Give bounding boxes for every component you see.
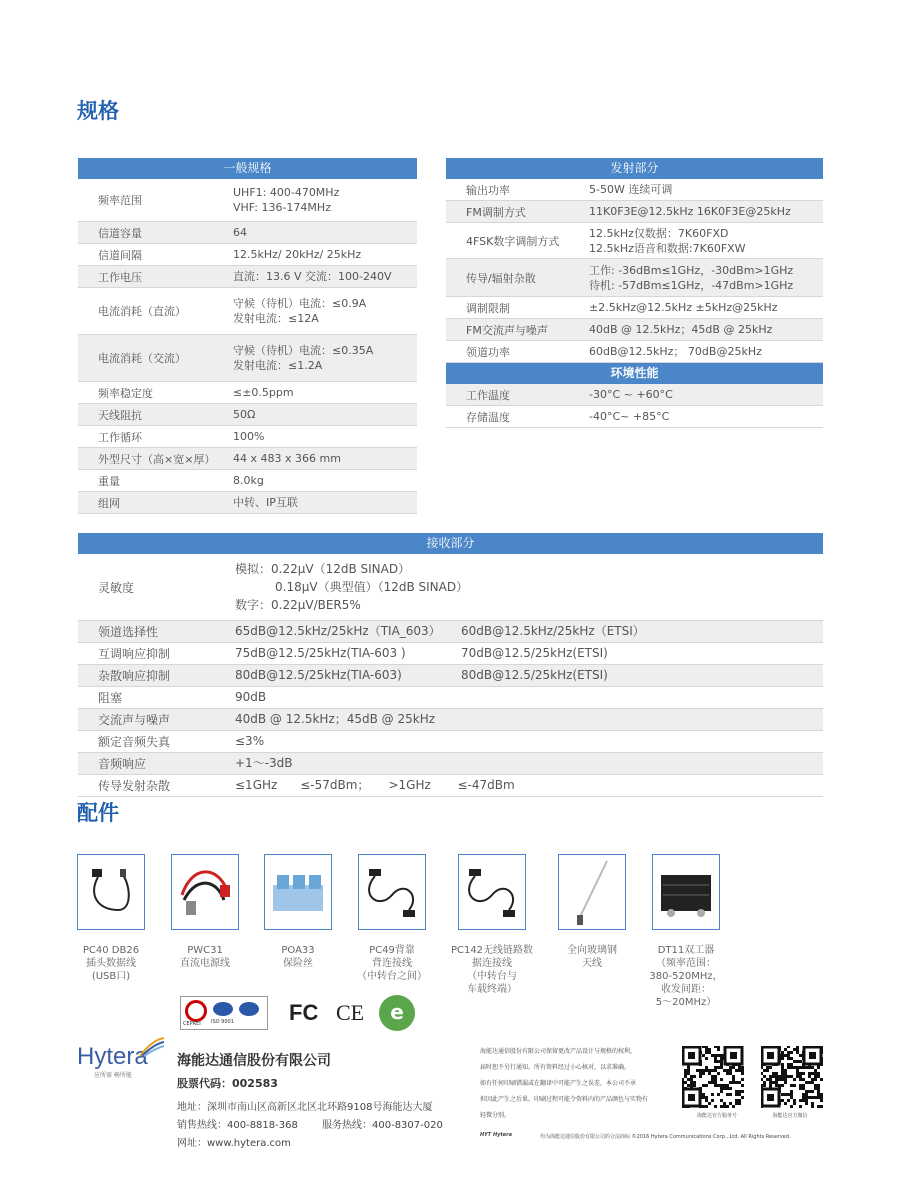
spec-value-line: 44 x 483 x 366 mm	[233, 452, 341, 465]
spec-row	[446, 179, 823, 201]
spec-value	[235, 554, 823, 620]
spec-value-a: ≤1GHz ≤-57dBm； >1GHz ≤-47dBm	[235, 778, 515, 792]
spec-label: 杂散响应抑制	[98, 669, 171, 683]
spec-value-line: 5-50W 连续可调	[589, 183, 673, 196]
spec-value	[233, 335, 373, 381]
accessories-heading: 配件	[77, 801, 119, 825]
spec-value-line: 发射电流：≤1.2A	[233, 359, 323, 372]
spec-label: 存储温度	[466, 410, 510, 424]
spec-row	[78, 753, 823, 775]
spec-value-a: 65dB@12.5kHz/25kHz（TIA_603）	[235, 624, 441, 638]
spec-value	[235, 709, 823, 730]
qr-code-service-icon	[682, 1046, 744, 1108]
spec-value-line: -30°C ~ +60°C	[589, 388, 673, 401]
spec-value-line: 直流：13.6 V 交流：100-240V	[233, 270, 392, 283]
general-specs-header: 一般规格	[78, 158, 417, 179]
spec-row	[78, 492, 417, 514]
spec-value-a: 40dB @ 12.5kHz；45dB @ 25kHz	[235, 712, 436, 726]
spec-value-line: UHF1: 400-470MHz	[233, 186, 340, 199]
spec-value	[233, 404, 255, 425]
spec-value	[233, 222, 247, 243]
transmit-specs-table	[446, 158, 823, 428]
spec-row	[78, 643, 823, 665]
trademark-text: 均为海能达通信股份有限公司的合法商标 ©2016 Hytera Communications Corp., Ltd. All Rights Reserved.	[540, 1134, 791, 1140]
data-cable-icon	[78, 855, 144, 929]
accessory-caption: PC142无线链路数 据连接线 （中转台与 车载终端）	[450, 945, 534, 995]
spec-row	[446, 223, 823, 259]
spec-value	[233, 266, 392, 287]
spec-label: 工作温度	[466, 388, 510, 402]
accessory-caption: PWC31 直流电源线	[180, 945, 230, 969]
spec-value-a: +1～-3dB	[235, 756, 293, 770]
spec-label: FM交流声与噪声	[466, 323, 548, 337]
website[interactable]: 网址：www.hytera.com	[177, 1138, 291, 1149]
spec-value-line: 40dB @ 12.5kHz；45dB @ 25kHz	[589, 323, 773, 336]
spec-row	[78, 621, 823, 643]
spec-row	[78, 244, 417, 266]
spec-row	[446, 341, 823, 363]
spec-value	[589, 201, 791, 222]
spec-value-line: 100%	[233, 430, 265, 443]
cepreI-logo-icon	[185, 1000, 207, 1022]
spec-row	[78, 665, 823, 687]
spec-row	[78, 709, 823, 731]
spec-label: 互调响应抑制	[98, 647, 171, 661]
transmit-specs-header: 发射部分	[446, 158, 823, 179]
accessory-card	[558, 854, 626, 930]
stock-code: 股票代码：002583	[177, 1077, 278, 1090]
spec-value	[235, 731, 823, 752]
spec-value	[235, 753, 823, 774]
spec-value	[233, 288, 366, 334]
back-to-back-cable-icon	[359, 855, 425, 929]
spec-row	[78, 426, 417, 448]
spec-value	[589, 179, 672, 200]
spec-label: 交流声与噪声	[98, 713, 171, 727]
spec-value	[589, 341, 762, 362]
cert-badges	[180, 996, 268, 1030]
spec-value	[233, 470, 264, 491]
spec-value-line: 守候（待机）电流：≤0.9A	[233, 297, 367, 310]
spec-row	[78, 288, 417, 335]
receive-specs-table	[78, 533, 823, 797]
spec-row	[446, 319, 823, 341]
disclaimer-line: 届时恕不另行通知。所有资料经过小心核对，以求准确。	[480, 1064, 631, 1071]
spec-value-line: 中转、IP互联	[233, 496, 298, 509]
spec-label: 信道容量	[98, 226, 142, 240]
spec-row	[78, 470, 417, 492]
spec-value-line: 60dB@12.5kHz； 70dB@25kHz	[589, 345, 762, 358]
spec-value	[235, 687, 823, 708]
spec-value-line: 12.5kHz/ 20kHz/ 25kHz	[233, 248, 362, 261]
disclaimer-line: 担因此产生之后果。印刷过程可能令资料内的产品颜色与实物有	[480, 1096, 649, 1103]
accessory-card	[458, 854, 526, 930]
spec-label: 组网	[98, 496, 120, 510]
spec-label: 电流消耗（交流）	[98, 352, 186, 365]
spec-value	[233, 426, 264, 447]
spec-value-line: 11K0F3E@12.5kHz 16K0F3E@25kHz	[589, 205, 791, 218]
spec-value	[589, 297, 778, 318]
spec-label: 工作循环	[98, 430, 142, 444]
specs-heading: 规格	[77, 99, 119, 123]
spec-value	[233, 382, 294, 403]
spec-label: 阻塞	[98, 691, 123, 705]
environment-header: 环境性能	[446, 363, 823, 384]
spec-value-line: 发射电流：≤12A	[233, 312, 319, 325]
spec-label: 领道功率	[466, 345, 510, 359]
spec-row	[78, 448, 417, 470]
hytera-logo: Hytera	[77, 1043, 148, 1070]
accessory-caption: POA33 保险丝	[281, 945, 315, 969]
spec-label: 信道间隔	[98, 248, 142, 262]
iaf-logo-icon	[213, 1002, 233, 1016]
spec-value	[233, 492, 298, 513]
spec-label: 重量	[98, 474, 120, 488]
spec-value-line: 工作: -36dBm≤1GHz，-30dBm>1GHz	[589, 263, 794, 277]
spec-row	[78, 382, 417, 404]
iso-label: ISO 9001	[211, 1019, 234, 1025]
spec-value	[235, 775, 823, 796]
accessory-caption: PC49背靠 背连接线 （中转台之间）	[357, 945, 427, 982]
accessory-caption: DT11双工器 （频率范围： 380-520MHz， 收发间距： 5～20MHz）	[649, 945, 723, 1008]
spec-label: 传导发射杂散	[98, 779, 171, 793]
spec-row	[446, 259, 823, 297]
spec-value-line: 守候（待机）电流：≤0.35A	[233, 344, 374, 357]
power-cable-icon	[172, 855, 238, 929]
spec-label: 工作电压	[98, 270, 142, 284]
spec-value-line: VHF: 136-174MHz	[233, 201, 331, 214]
spec-value-line: 64	[233, 226, 247, 239]
spec-row	[78, 731, 823, 753]
sales-hotline: 销售热线：400-8818-368	[177, 1120, 298, 1131]
spec-row	[78, 687, 823, 709]
spec-label: 4FSK数字调制方式	[466, 234, 560, 248]
spec-label: 电流消耗（直流）	[98, 305, 186, 318]
fc-mark-icon: FC	[289, 1000, 319, 1025]
spec-value	[235, 621, 823, 642]
hytera-tagline: 应所需 畅所能	[94, 1072, 132, 1079]
receive-specs-header: 接收部分	[78, 533, 823, 554]
spec-label: 传导/辐射杂散	[466, 271, 536, 285]
spec-label: 音频响应	[98, 757, 147, 771]
disclaimer	[480, 1044, 680, 1124]
accessory-card	[264, 854, 332, 930]
spec-value-line: 待机: -57dBm≤1GHz，-47dBm>1GHz	[589, 278, 794, 292]
address: 地址：深圳市南山区高新区北区北环路9108号海能达大厦	[177, 1102, 433, 1113]
company-name: 海能达通信股份有限公司	[177, 1053, 331, 1069]
spec-row	[78, 179, 417, 222]
spec-row	[446, 201, 823, 223]
spec-value-b: 60dB@12.5kHz/25kHz（ETSI）	[461, 624, 645, 638]
spec-label: 输出功率	[466, 183, 510, 197]
antenna-icon	[559, 855, 625, 929]
accessory-card	[358, 854, 426, 930]
spec-row	[446, 297, 823, 319]
accessory-card	[652, 854, 720, 930]
qr-wechat-label: 海能达官方微信	[772, 1113, 808, 1119]
spec-label: 天线阻抗	[98, 408, 142, 422]
spec-row	[78, 335, 417, 382]
spec-label: 调制限制	[466, 301, 510, 315]
spec-row	[78, 775, 823, 797]
spec-value-line: 0.18μV（典型值）（12dB SINAD）	[275, 580, 469, 594]
spec-value	[589, 384, 673, 405]
spec-label: 额定音频失真	[98, 735, 171, 749]
spec-value-a: 90dB	[235, 690, 267, 704]
link-cable-icon	[459, 855, 525, 929]
general-specs-table	[78, 158, 417, 514]
qr-service-label: 海能达官方服务号	[696, 1113, 737, 1119]
spec-value-line: 数字：0.22μV/BER5%	[235, 598, 361, 612]
spec-row	[78, 404, 417, 426]
spec-value-line: 8.0kg	[233, 474, 264, 487]
spec-value	[589, 319, 772, 340]
spec-value-line: 12.5kHz语音和数据:7K60FXW	[589, 241, 746, 255]
spec-value-line: 50Ω	[233, 408, 256, 421]
spec-value-a: ≤3%	[235, 734, 265, 748]
spec-value	[589, 406, 669, 427]
spec-label: 领道选择性	[98, 625, 159, 639]
accessory-card	[77, 854, 145, 930]
spec-label: FM调制方式	[466, 205, 526, 219]
spec-value-line: -40°C~ +85°C	[589, 410, 670, 423]
spec-value-line: 模拟：0.22μV（12dB SINAD）	[235, 562, 411, 576]
spec-label: 灵敏度	[98, 580, 135, 595]
trademark-logos: HYT Hytera	[480, 1132, 513, 1138]
disclaimer-line: 如有任何印刷错漏或在翻译中可能产生之误差，本公司不承	[480, 1080, 637, 1087]
accessory-caption: 全向玻璃钢 天线	[567, 945, 617, 969]
disclaimer-line: 海能达通信股份有限公司保留更改产品设计与规格的权利，	[480, 1048, 637, 1055]
spec-row	[446, 384, 823, 406]
spec-value-line: ≤±0.5ppm	[233, 386, 294, 399]
spec-value-line: ±2.5kHz@12.5kHz ±5kHz@25kHz	[589, 301, 778, 314]
spec-label: 频率范围	[98, 194, 142, 207]
cnas-logo-icon	[239, 1002, 259, 1016]
spec-row	[78, 222, 417, 244]
spec-value-b: 70dB@12.5/25kHz(ETSI)	[461, 646, 608, 660]
accessory-card	[171, 854, 239, 930]
spec-value-a: 80dB@12.5/25kHz(TIA-603)	[235, 668, 402, 682]
fuse-icon	[265, 855, 331, 929]
spec-row	[446, 406, 823, 428]
hytera-swoosh-icon	[138, 1036, 166, 1058]
spec-value	[589, 259, 793, 296]
spec-value	[235, 643, 823, 664]
spec-value	[235, 665, 823, 686]
spec-row	[78, 266, 417, 288]
spec-value-line: 12.5kHz仅数据：7K60FXD	[589, 226, 729, 240]
spec-value	[233, 448, 341, 469]
spec-label: 外型尺寸（高×宽×厚）	[98, 452, 216, 466]
accessory-caption: PC40 DB26 插头数据线 (USB口)	[82, 945, 140, 982]
service-hotline: 服务热线：400-8307-020	[322, 1120, 443, 1131]
duplexer-icon	[653, 855, 719, 929]
ce-mark-icon: CE	[336, 1000, 365, 1025]
spec-value	[233, 179, 339, 221]
qr-code-wechat-icon	[761, 1046, 823, 1108]
spec-value-b: 80dB@12.5/25kHz(ETSI)	[461, 668, 608, 682]
e-mark-icon: e	[379, 995, 415, 1031]
disclaimer-line: 轻微分别。	[480, 1112, 511, 1119]
spec-value	[233, 244, 361, 265]
spec-label: 频率稳定度	[98, 386, 153, 400]
sensitivity-row	[78, 554, 823, 621]
spec-value-a: 75dB@12.5/25kHz(TIA-603 )	[235, 646, 406, 660]
spec-value	[589, 223, 746, 258]
cepreI-label: CEPREI	[183, 1021, 201, 1027]
